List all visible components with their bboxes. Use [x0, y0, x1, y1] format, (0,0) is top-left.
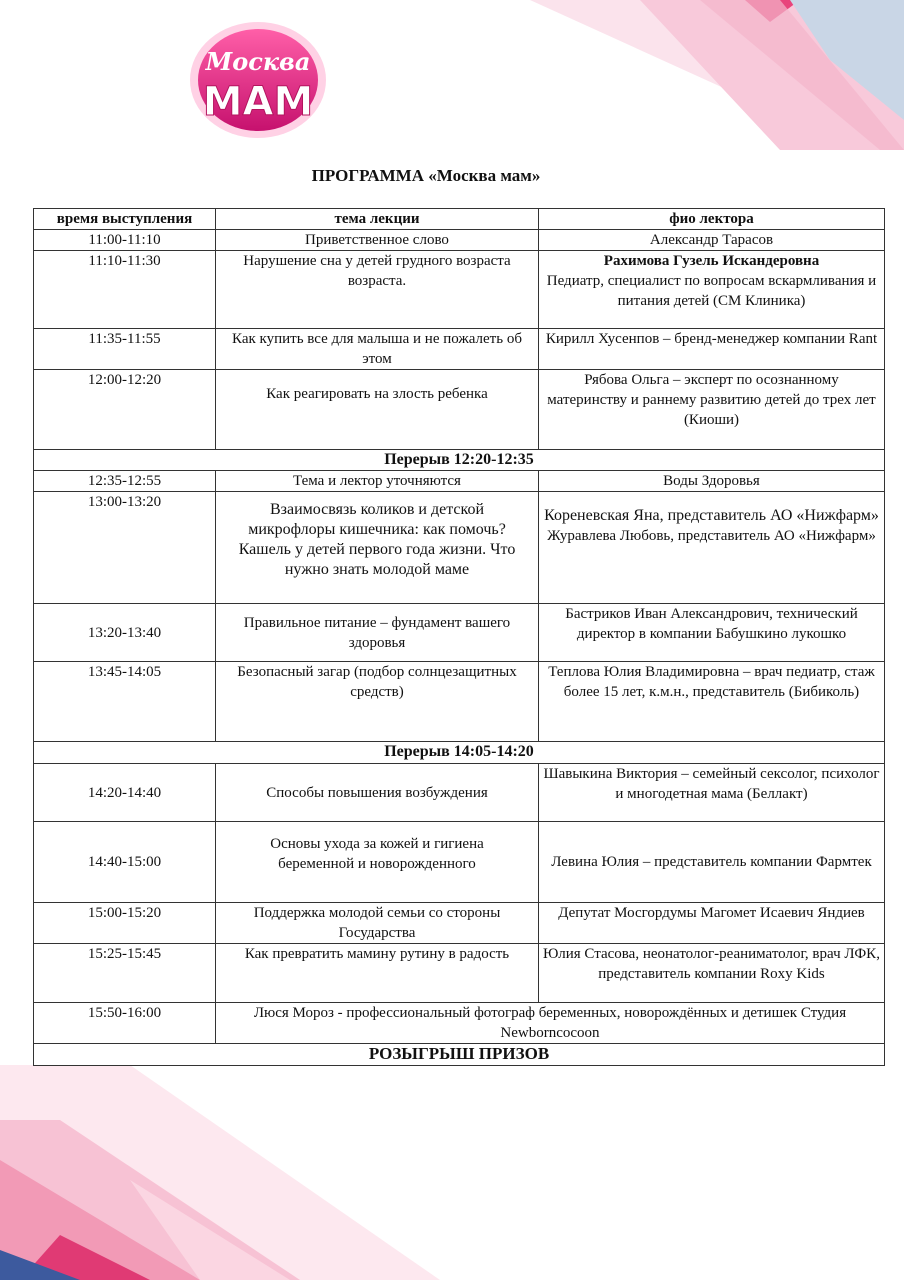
cell-topic: Правильное питание – фундамент вашего здоровья [216, 604, 539, 662]
cell-time: 15:25-15:45 [34, 944, 216, 1003]
cell-topic: Нарушение сна у детей грудного возраста возраста. [216, 251, 539, 329]
cell-topic: Как реагировать на злость ребенка [216, 370, 539, 450]
break-label: Перерыв 12:20-12:35 [34, 450, 885, 471]
table-row [34, 492, 885, 604]
cell-lecturer [539, 251, 885, 329]
cell-time: 11:00-11:10 [34, 230, 216, 251]
cell-time: 12:00-12:20 [34, 370, 216, 450]
cell-lecturer: Бастриков Иван Александрович, технический директор в компании Бабушкино лукошко [539, 604, 885, 662]
table-row [34, 251, 885, 329]
cell-lecturer: Рябова Ольга – эксперт по осознанному материнству и раннему развитию детей до трех лет (Киоши) [539, 370, 885, 450]
cell-lecturer: Шавыкина Виктория – семейный сексолог, психолог и многодетная мама (Беллакт) [539, 764, 885, 822]
cell-topic: Тема и лектор уточняются [216, 471, 539, 492]
svg-text:Москва: Москва [205, 47, 311, 76]
cell-time: 15:00-15:20 [34, 903, 216, 944]
table-row [34, 903, 885, 944]
svg-text:МАМ: МАМ [202, 79, 314, 125]
cell-merged: Люся Мороз - профессиональный фотограф беременных, новорождённых и детишек Студия Newborncocoon [216, 1003, 885, 1044]
cell-topic: Приветственное слово [216, 230, 539, 251]
table-row [34, 604, 885, 662]
page-title: ПРОГРАММА «Москва мам» [311, 166, 541, 185]
lecturer-1: Кореневская Яна, представитель АО «Нижфарм» [544, 507, 879, 524]
lecturer-name: Рахимова Гузель Искандеровна [603, 253, 820, 269]
table-header-row [34, 209, 885, 230]
break-row [34, 450, 885, 471]
topic-part-2: Кашель у детей первого года жизни. Что нужно знать молодой маме [238, 541, 516, 578]
cell-lecturer: Юлия Стасова, неонатолог-реаниматолог, врач ЛФК, представитель компании Roxy Kids [539, 944, 885, 1003]
cell-time: 12:35-12:55 [34, 471, 216, 492]
header-topic: тема лекции [216, 209, 539, 230]
topic-part-1: Взаимосвязь коликов и детской микрофлоры кишечника: как помочь? [248, 501, 506, 538]
table-row [34, 329, 885, 370]
cell-topic: Как купить все для малыша и не пожалеть об этом [216, 329, 539, 370]
program-table [33, 208, 885, 1066]
cell-time: 14:40-15:00 [34, 822, 216, 903]
lecturer-2: Журавлева Любовь, представитель АО «Нижфарм» [547, 528, 876, 544]
table-row [34, 944, 885, 1003]
cell-topic: Поддержка молодой семьи со стороны Государства [216, 903, 539, 944]
cell-time: 13:20-13:40 [34, 604, 216, 662]
table-row [34, 822, 885, 903]
cell-time: 14:20-14:40 [34, 764, 216, 822]
table-row [34, 1003, 885, 1044]
cell-time: 13:00-13:20 [34, 492, 216, 604]
table-row [34, 764, 885, 822]
cell-topic: Как превратить мамину рутину в радость [216, 944, 539, 1003]
brand-logo [186, 18, 330, 142]
cell-time: 13:45-14:05 [34, 662, 216, 742]
table-row [34, 230, 885, 251]
cell-lecturer: Левина Юлия – представитель компании Фармтек [539, 822, 885, 903]
final-row [34, 1044, 885, 1066]
cell-topic: Основы ухода за кожей и гигиена беременной и новорожденного [216, 822, 539, 903]
cell-lecturer: Депутат Мосгордумы Магомет Исаевич Яндиев [539, 903, 885, 944]
table-row [34, 662, 885, 742]
header-time: время выступления [34, 209, 216, 230]
table-row [34, 370, 885, 450]
cell-time: 11:10-11:30 [34, 251, 216, 329]
cell-lecturer: Александр Тарасов [539, 230, 885, 251]
cell-time: 11:35-11:55 [34, 329, 216, 370]
cell-lecturer: Теплова Юлия Владимировна – врач педиатр, стаж более 15 лет, к.м.н., представитель (Бибиколь) [539, 662, 885, 742]
cell-time: 15:50-16:00 [34, 1003, 216, 1044]
cell-lecturer: Кирилл Хусенпов – бренд-менеджер компании Rant [539, 329, 885, 370]
cell-lecturer [539, 492, 885, 604]
cell-lecturer: Воды Здоровья [539, 471, 885, 492]
table-row [34, 471, 885, 492]
cell-topic: Способы повышения возбуждения [216, 764, 539, 822]
break-label: Перерыв 14:05-14:20 [34, 742, 885, 764]
break-row [34, 742, 885, 764]
cell-topic [216, 492, 539, 604]
header-lecturer: фио лектора [539, 209, 885, 230]
cell-topic: Безопасный загар (подбор солнцезащитных средств) [216, 662, 539, 742]
lecturer-desc: Педиатр, специалист по вопросам вскармливания и питания детей (СМ Клиника) [546, 273, 877, 309]
prize-draw-label: РОЗЫГРЫШ ПРИЗОВ [34, 1044, 885, 1066]
